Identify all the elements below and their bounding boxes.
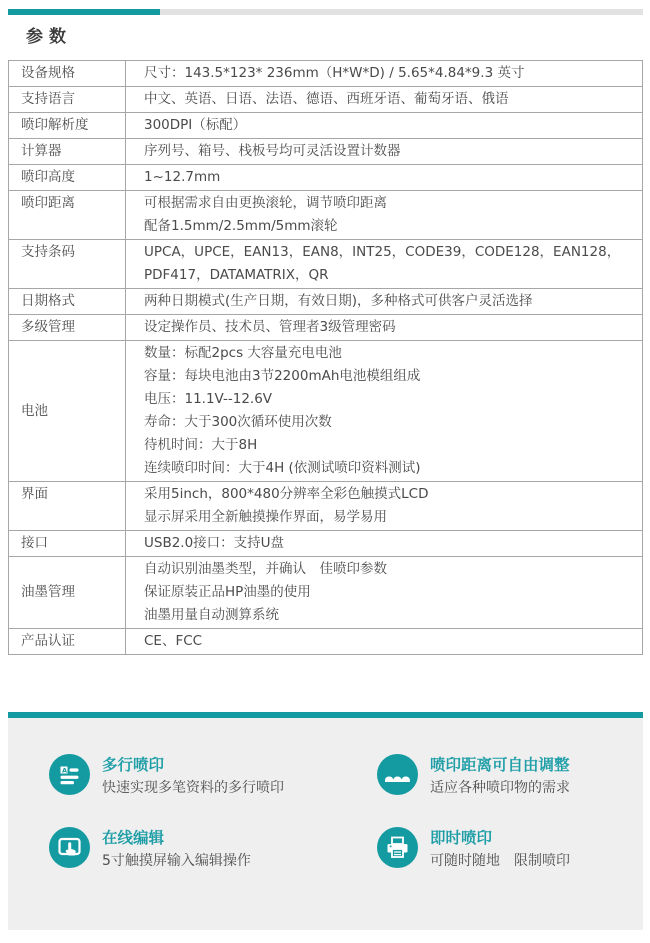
spec-label xyxy=(9,482,126,531)
spec-label xyxy=(9,629,126,655)
spec-row xyxy=(9,113,643,139)
spec-value xyxy=(126,139,643,165)
spec-label xyxy=(9,315,126,341)
spec-row xyxy=(9,165,643,191)
spec-label-text: 界面 xyxy=(21,486,48,502)
spec-label-text: 接口 xyxy=(21,535,48,551)
spec-row xyxy=(9,629,643,655)
spec-value xyxy=(126,113,643,139)
spec-label xyxy=(9,113,126,139)
top-accent-bar-teal xyxy=(8,9,160,15)
spec-row xyxy=(9,191,643,240)
online-edit-icon xyxy=(49,827,90,868)
spec-label xyxy=(9,289,126,315)
spec-row xyxy=(9,61,643,87)
spec-row xyxy=(9,289,643,315)
feature-distance-adjust xyxy=(377,754,570,800)
spec-label xyxy=(9,240,126,289)
top-accent-bar xyxy=(8,9,643,15)
spec-row xyxy=(9,341,643,482)
spec-value-line: 保证原装正品HP油墨的使用 xyxy=(144,584,311,600)
spec-value-line: USB2.0接口：支持U盘 xyxy=(144,535,285,551)
spec-row xyxy=(9,139,643,165)
distance-adjust-icon xyxy=(377,754,418,795)
spec-value-line: 自动识别油墨类型，并确认 佳喷印参数 xyxy=(144,561,387,577)
feature-instant-print xyxy=(377,827,570,873)
spec-value xyxy=(126,61,643,87)
spec-value xyxy=(126,191,643,240)
spec-label-text: 喷印距离 xyxy=(21,195,75,211)
spec-value-line: 设定操作员、技术员、管理者3级管理密码 xyxy=(144,319,396,335)
spec-label-text: 油墨管理 xyxy=(21,584,75,600)
spec-label-text: 日期格式 xyxy=(21,293,75,309)
spec-value-line: 300DPI（标配） xyxy=(144,117,247,133)
spec-value xyxy=(126,482,643,531)
feature-desc: 适应各种喷印物的需求 xyxy=(430,780,570,796)
spec-row xyxy=(9,557,643,629)
feature-desc: 快速实现多笔资料的多行喷印 xyxy=(102,780,284,796)
spec-label-text: 计算器 xyxy=(21,143,62,159)
spec-value-line: 显示屏采用全新触摸操作界面，易学易用 xyxy=(144,509,387,525)
spec-row xyxy=(9,87,643,113)
spec-value-line: 数量：标配2pcs 大容量充电电池 xyxy=(144,345,342,361)
feature-desc: 可随时随地 限制喷印 xyxy=(430,853,570,869)
spec-label-text: 喷印高度 xyxy=(21,169,75,185)
feature-title: 即时喷印 xyxy=(430,829,493,847)
spec-label-text: 设备规格 xyxy=(21,65,75,81)
spec-label xyxy=(9,61,126,87)
multiline-print-icon xyxy=(49,754,90,795)
feature-title: 在线编辑 xyxy=(102,829,165,847)
spec-row xyxy=(9,482,643,531)
spec-label xyxy=(9,341,126,482)
spec-label-text: 喷印解析度 xyxy=(21,117,89,133)
spec-label-text: 电池 xyxy=(21,402,48,419)
spec-value-line: 序列号、箱号、栈板号均可灵活设置计数器 xyxy=(144,143,401,159)
spec-row xyxy=(9,531,643,557)
spec-value-line: 采用5inch，800*480分辨率全彩色触摸式LCD xyxy=(144,486,429,502)
spec-label xyxy=(9,531,126,557)
spec-value-line: 两种日期模式(生产日期，有效日期)，多种格式可供客户灵活选择 xyxy=(144,293,533,309)
spec-value xyxy=(126,341,643,482)
spec-label-text: 多级管理 xyxy=(21,319,75,335)
instant-print-icon xyxy=(377,827,418,868)
spec-value xyxy=(126,629,643,655)
page-title: 参数 xyxy=(26,27,72,47)
spec-value-line: 1~12.7mm xyxy=(144,169,221,185)
spec-label xyxy=(9,87,126,113)
spec-label xyxy=(9,557,126,629)
spec-value xyxy=(126,315,643,341)
spec-value-line: 尺寸：143.5*123* 236mm（H*W*D) / 5.65*4.84*9.3 英寸 xyxy=(144,65,525,81)
svg-text:A: A xyxy=(62,766,68,775)
feature-text xyxy=(102,754,284,800)
spec-value-line: 电压：11.1V--12.6V xyxy=(144,391,273,407)
spec-value xyxy=(126,240,643,289)
spec-value-line: 寿命：大于300次循环使用次数 xyxy=(144,414,332,430)
spec-label-text: 支持条码 xyxy=(21,244,75,260)
spec-value-line: 配备1.5mm/2.5mm/5mm滚轮 xyxy=(144,218,338,234)
feature-title: 多行喷印 xyxy=(102,756,165,774)
spec-row xyxy=(9,240,643,289)
features-panel xyxy=(8,718,643,930)
spec-value xyxy=(126,165,643,191)
spec-value-line: 可根据需求自由更换滚轮，调节喷印距离 xyxy=(144,195,387,211)
spec-value-line: 油墨用量自动测算系统 xyxy=(144,607,279,623)
spec-value xyxy=(126,289,643,315)
spec-value-line: CE、FCC xyxy=(144,633,203,649)
feature-title: 喷印距离可自由调整 xyxy=(430,756,570,774)
spec-value-line: 容量：每块电池由3节2200mAh电池模组组成 xyxy=(144,368,421,384)
spec-value-line: 连续喷印时间：大于4H (依测试喷印资料测试) xyxy=(144,460,421,476)
spec-label xyxy=(9,139,126,165)
spec-value xyxy=(126,557,643,629)
spec-label xyxy=(9,165,126,191)
feature-text xyxy=(430,754,570,800)
spec-value-line: 待机时间：大于8H xyxy=(144,437,258,453)
spec-label xyxy=(9,191,126,240)
spec-value xyxy=(126,531,643,557)
spec-label-text: 产品认证 xyxy=(21,633,75,649)
feature-multiline-print xyxy=(49,754,284,800)
spec-value-line: UPCA，UPCE，EAN13，EAN8，INT25，CODE39，CODE128，EAN128， xyxy=(144,244,621,260)
spec-label-text: 支持语言 xyxy=(21,91,75,107)
feature-desc: 5寸触摸屏输入编辑操作 xyxy=(102,853,251,869)
spec-table xyxy=(8,60,643,655)
spec-value xyxy=(126,87,643,113)
spec-value-line: PDF417，DATAMATRIX，QR xyxy=(144,267,329,283)
spec-row xyxy=(9,315,643,341)
spec-table-body xyxy=(9,61,643,655)
feature-text xyxy=(430,827,570,873)
feature-online-edit xyxy=(49,827,251,873)
spec-value-line: 中文、英语、日语、法语、德语、西班牙语、葡萄牙语、俄语 xyxy=(144,91,509,107)
feature-text xyxy=(102,827,251,873)
